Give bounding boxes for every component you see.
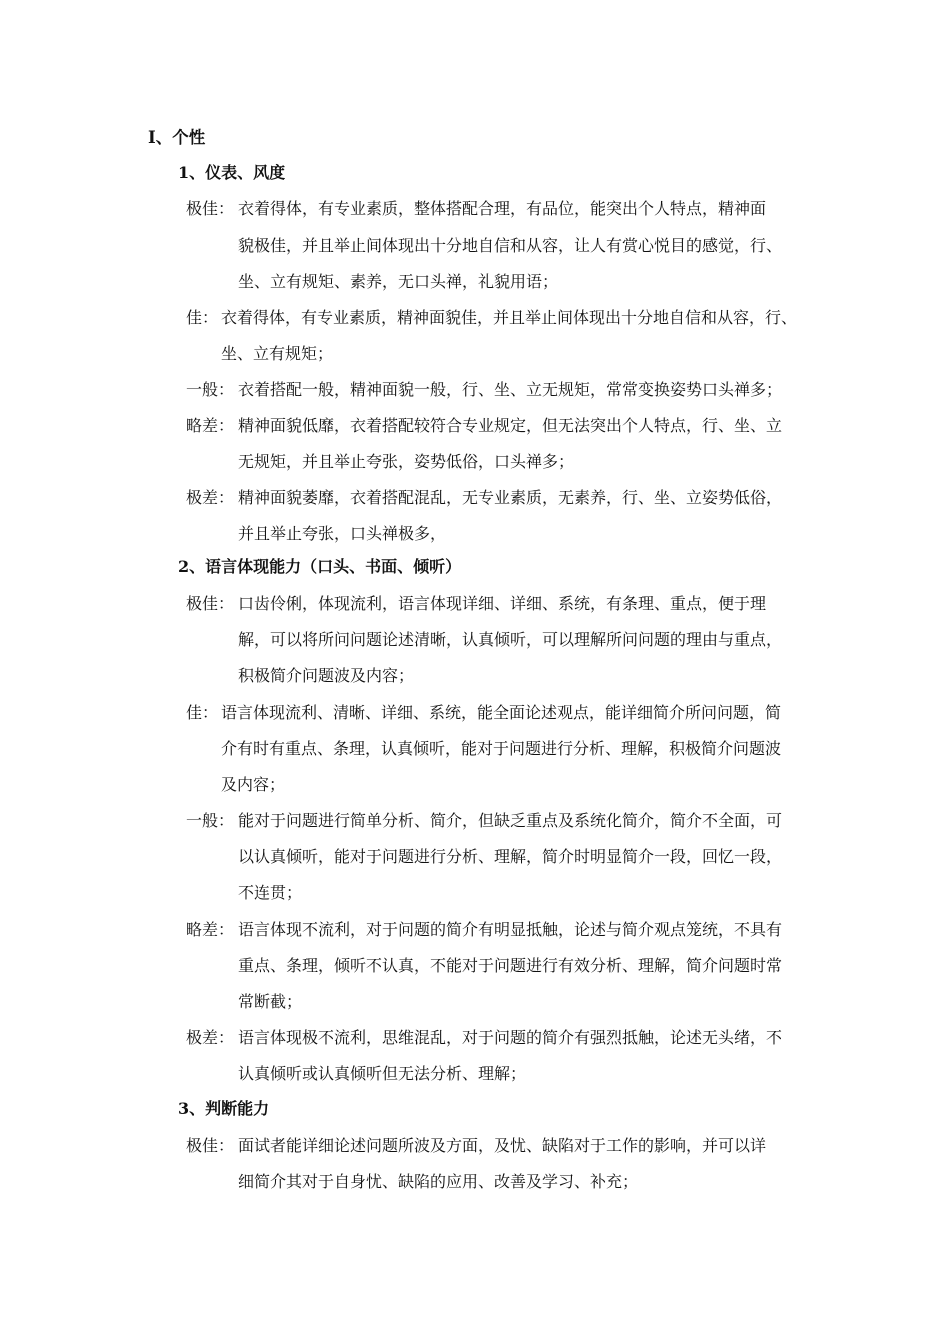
item-text: 认真倾听或认真倾听但无法分析、理解； xyxy=(238,1064,527,1083)
subsection-heading: 1、仪表、风度 xyxy=(178,163,286,182)
item-label: 极佳： xyxy=(186,199,235,218)
item-text: 并且举止夸张，口头禅极多， xyxy=(238,524,447,543)
item-text: 面试者能详细论述问题所波及方面，及忧、缺陷对于工作的影响，并可以详 xyxy=(238,1136,767,1155)
item-text: 坐、立有规矩、素养，无口头禅，礼貌用语； xyxy=(238,272,559,291)
item-label: 极佳： xyxy=(186,1136,235,1155)
item-text: 精神面貌低靡，衣着搭配较符合专业规定，但无法突出个人特点，行、坐、立 xyxy=(238,416,783,435)
item-label: 佳： xyxy=(186,308,219,327)
item-label: 佳： xyxy=(186,703,219,722)
item-text: 介有时有重点、条理，认真倾听，能对于问题进行分析、理解，积极简介问题波 xyxy=(221,739,782,758)
item-text: 语言体现流利、清晰、详细、系统，能全面论述观点，能详细简介所问问题，简 xyxy=(221,703,782,722)
item-label: 略差： xyxy=(186,920,235,939)
item-text: 解，可以将所问问题论述清晰，认真倾听，可以理解所问问题的理由与重点， xyxy=(238,630,783,649)
subsection-heading: 3、判断能力 xyxy=(178,1099,270,1118)
item-text: 细简介其对于自身忧、缺陷的应用、改善及学习、补充； xyxy=(238,1172,639,1191)
item-text: 口齿伶俐，体现流利，语言体现详细、详细、系统，有条理、重点，便于理 xyxy=(238,594,767,613)
section-title: Ⅰ、个性 xyxy=(148,128,206,147)
item-text: 无规矩，并且举止夸张，姿势低俗，口头禅多； xyxy=(238,452,575,471)
subsection-heading: 2、语言体现能力（口头、书面、倾听） xyxy=(178,557,462,576)
item-text: 衣着得体，有专业素质，整体搭配合理，有品位，能突出个人特点，精神面 xyxy=(238,199,767,218)
item-text: 能对于问题进行简单分析、简介，但缺乏重点及系统化简介，简介不全面，可 xyxy=(238,811,783,830)
item-label: 极差： xyxy=(186,1028,235,1047)
item-label: 极佳： xyxy=(186,594,235,613)
item-text: 以认真倾听，能对于问题进行分析、理解，简介时明显简介一段，回忆一段， xyxy=(238,847,783,866)
item-text: 常断截； xyxy=(238,992,303,1011)
item-text: 语言体现极不流利，思维混乱，对于问题的简介有强烈抵触，论述无头绪，不 xyxy=(238,1028,783,1047)
item-text: 积极简介问题波及内容； xyxy=(238,666,415,685)
item-text: 不连贯； xyxy=(238,883,303,902)
item-label: 极差： xyxy=(186,488,235,507)
item-label: 略差： xyxy=(186,416,235,435)
item-label: 一般： xyxy=(186,811,235,830)
item-text: 精神面貌萎靡，衣着搭配混乱，无专业素质，无素养，行、坐、立姿势低俗， xyxy=(238,488,783,507)
item-text: 语言体现不流利，对于问题的简介有明显抵触，论述与简介观点笼统，不具有 xyxy=(238,920,783,939)
item-text: 衣着得体，有专业素质，精神面貌佳，并且举止间体现出十分地自信和从容，行、 xyxy=(221,308,798,327)
item-text: 貌极佳，并且举止间体现出十分地自信和从容，让人有赏心悦目的感觉，行、 xyxy=(238,236,783,255)
item-text: 衣着搭配一般，精神面貌一般，行、坐、立无规矩，常常变换姿势口头禅多； xyxy=(238,380,783,399)
item-text: 及内容； xyxy=(221,775,286,794)
item-label: 一般： xyxy=(186,380,235,399)
item-text: 重点、条理，倾听不认真，不能对于问题进行有效分析、理解，简介问题时常 xyxy=(238,956,783,975)
item-text: 坐、立有规矩； xyxy=(221,344,334,363)
